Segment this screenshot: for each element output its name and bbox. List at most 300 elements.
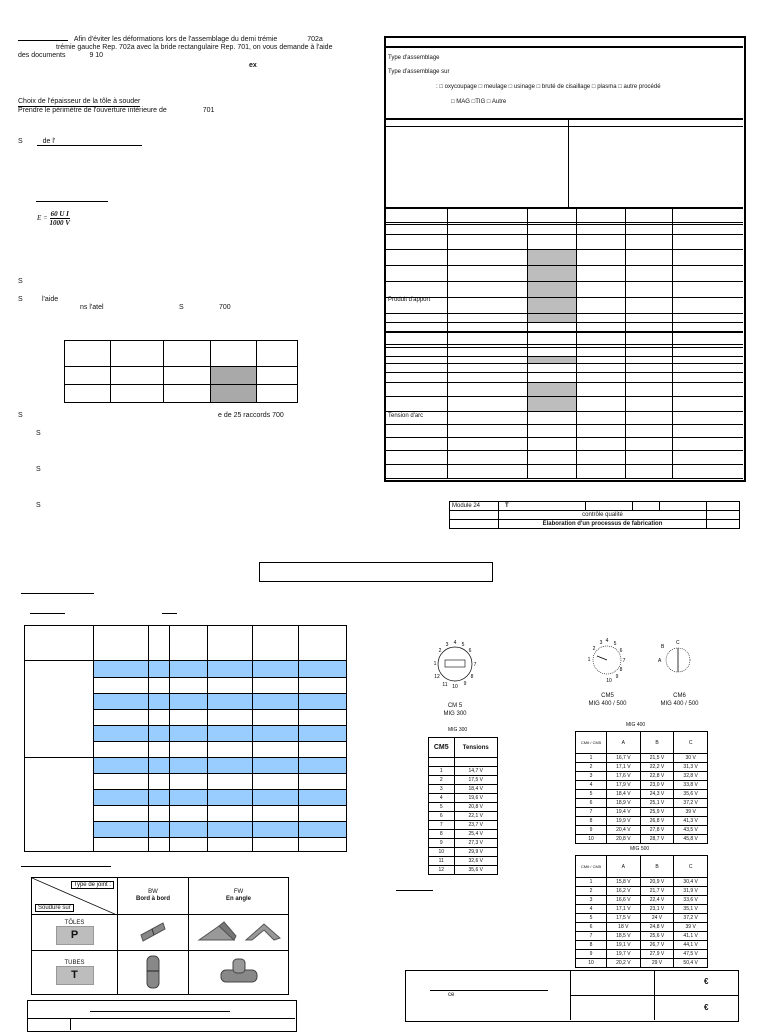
table-row: [576, 923, 708, 932]
svg-text:1: 1: [433, 661, 437, 667]
table-row: [576, 914, 708, 923]
cm5-dial-label: [440, 702, 470, 718]
mig500-header-c: C: [674, 856, 708, 878]
s-label: S: [179, 304, 184, 311]
table-cell: 50,4 V: [674, 959, 708, 968]
cm6-dial-label: [657, 692, 702, 708]
mig400-table: [575, 731, 708, 844]
intro-text-3: des documents: [18, 52, 66, 59]
grid-line: [93, 741, 346, 742]
mig500-body: [576, 878, 708, 968]
toles-label: TÔLES: [64, 920, 85, 926]
table-cell: 26,7 V: [640, 941, 674, 950]
form-divider: [568, 119, 569, 207]
grid-line: [625, 207, 626, 478]
mig500-table: [575, 855, 708, 968]
cost-ce: ce: [448, 992, 455, 998]
table-cell: 18,4 V: [607, 790, 641, 799]
table-cell: 24,8 V: [640, 923, 674, 932]
grid-line: [207, 625, 208, 851]
module-t: T: [499, 502, 586, 511]
table-cell: 15,8 V: [607, 878, 641, 887]
table-cell: 21,7 V: [640, 887, 674, 896]
table-cell: 18,4 V: [454, 785, 498, 794]
table-row: [429, 839, 498, 848]
grid-line: [527, 207, 528, 478]
table-cell: 29,9 V: [454, 848, 498, 857]
mig500-header-a: A: [607, 856, 641, 878]
table-cell: 7: [576, 932, 607, 941]
grid-line: [385, 478, 743, 479]
thickness-table: [64, 340, 298, 403]
table-row: [576, 878, 708, 887]
table-cell: 31,3 V: [674, 763, 708, 772]
fw-tube-cell: [189, 951, 289, 995]
mig400-500b-label: MIG 400 / 500: [660, 701, 699, 707]
table-cell: 2: [576, 887, 607, 896]
form-rule: [27, 1018, 295, 1019]
svg-text:C: C: [676, 640, 680, 646]
form-rule: [385, 126, 743, 127]
energy-formula: E = $\frac{\text{60 U I}}{1000 V}$: [37, 210, 70, 227]
blue-row: [93, 660, 346, 677]
shaded-cell: [528, 298, 576, 313]
table-cell: 27,8 V: [640, 826, 674, 835]
table-row: [576, 799, 708, 808]
table-row: [576, 826, 708, 835]
preparation-options[interactable]: : □ oxycoupage □ meulage □ usinage □ bruté de cisaillage □ plasma □ autre procédé: [436, 84, 661, 90]
grid-line: [385, 347, 743, 348]
table-cell: 20,8 V: [454, 803, 498, 812]
table-cell: 6: [576, 799, 607, 808]
shaded-cell: [528, 383, 576, 396]
svg-text:2: 2: [438, 648, 442, 654]
table-cell: 10: [576, 959, 607, 968]
blue-row: [93, 821, 346, 837]
s-label: S: [18, 412, 23, 419]
table-row: [576, 959, 708, 968]
grid-line: [93, 805, 346, 806]
table-cell: 30 V: [674, 754, 708, 763]
grid-line: [385, 464, 743, 465]
table-cell: 3: [576, 896, 607, 905]
table-row: [576, 887, 708, 896]
table-cell: 16,2 V: [607, 887, 641, 896]
table-cell: 41,3 V: [674, 817, 708, 826]
table-cell: 21,5 V: [640, 754, 674, 763]
table-cell: 1: [576, 754, 607, 763]
heading-underline: [21, 593, 94, 594]
table-cell: 2: [429, 776, 455, 785]
blue-row: [93, 693, 346, 709]
grid-line: [385, 234, 743, 235]
table-cell: 22,1 V: [454, 812, 498, 821]
bw-label: BW: [148, 889, 158, 895]
s-label: S: [18, 278, 23, 285]
table-cell: 8: [576, 941, 607, 950]
controle-qualite: contrôle qualité: [499, 511, 707, 520]
table-cell: 33,8 V: [674, 781, 708, 790]
mig300-title: MIG 300: [448, 727, 468, 733]
heading-underline: [162, 613, 177, 614]
svg-text:6: 6: [468, 648, 472, 654]
grid-line: [385, 450, 743, 451]
svg-text:7: 7: [622, 658, 626, 664]
parameters-blue-table: [24, 625, 346, 851]
table-row: [429, 794, 498, 803]
type-joint-label: Type de joint :: [71, 881, 114, 889]
s-label: S: [36, 466, 41, 473]
table-row: [429, 785, 498, 794]
svg-text:8: 8: [619, 667, 623, 673]
svg-text:6: 6: [619, 648, 623, 654]
table-cell: 6: [576, 923, 607, 932]
cm6-label: CM6: [673, 693, 686, 699]
mig400-title: MIG 400: [626, 722, 646, 728]
grid-line: [385, 222, 743, 223]
table-row: [576, 817, 708, 826]
table-cell: 47,5 V: [674, 950, 708, 959]
choix-line2: Prendre le périmètre de l'ouverture intérieure de: [18, 107, 167, 114]
grid-line: [385, 411, 743, 412]
euro-sign-1: €: [704, 977, 709, 986]
table-cell: 1: [576, 878, 607, 887]
table-cell: 6: [429, 812, 455, 821]
choix-block: [18, 98, 214, 115]
table-cell: 7: [576, 808, 607, 817]
t-badge: T: [56, 966, 94, 985]
table-row: [576, 896, 708, 905]
blank-line: [18, 40, 68, 41]
type-assemblage-sur-label: Type d'assemblage sur: [388, 69, 450, 75]
table-cell: 16,7 V: [607, 754, 641, 763]
table-cell: 3: [429, 785, 455, 794]
mig400-header-b: B: [640, 732, 674, 754]
svg-text:3: 3: [445, 642, 449, 648]
mig500-title: MIG 500: [630, 846, 650, 852]
table-cell: 26,8 V: [640, 817, 674, 826]
fillet-plate-icon: [194, 920, 284, 944]
table-row: [429, 812, 498, 821]
table-cell: 17,1 V: [607, 905, 641, 914]
table-cell: 5: [429, 803, 455, 812]
s1-line: [18, 138, 142, 146]
table-cell: 22,4 V: [640, 896, 674, 905]
svg-text:5: 5: [613, 641, 617, 647]
formula-rule: [36, 201, 108, 202]
blue-row: [93, 757, 346, 773]
table-row: [429, 857, 498, 866]
shaded-cell: [528, 250, 576, 265]
table-cell: 35,6 V: [454, 866, 498, 875]
grid-line: [93, 625, 94, 851]
shaded-cell: [528, 266, 576, 281]
svg-text:9: 9: [463, 681, 467, 687]
table-row: [576, 763, 708, 772]
table-cell: 29 V: [640, 959, 674, 968]
grid-line: [385, 207, 743, 209]
mig300-header-tensions: Tensions: [454, 738, 498, 758]
table-cell: 10: [576, 835, 607, 844]
table-row: [576, 835, 708, 844]
svg-text:A: A: [658, 658, 662, 664]
grid-line: [252, 625, 253, 851]
fw-plate-cell: [189, 915, 289, 951]
svg-text:12: 12: [434, 674, 440, 680]
doc-numbers: 9 10: [89, 52, 104, 59]
table-cell: 4: [429, 794, 455, 803]
table-cell: 35,1 V: [674, 905, 708, 914]
table-cell: 27,3 V: [454, 839, 498, 848]
soudure-sur-label: Soudure sur: [35, 904, 74, 912]
table-cell: 18 V: [607, 923, 641, 932]
grid-line: [385, 322, 743, 323]
svg-text:4: 4: [605, 638, 609, 644]
toles-cell: [32, 915, 118, 951]
bw-header: [118, 878, 189, 915]
table-cell: 17,9 V: [607, 781, 641, 790]
grid-line: [93, 773, 346, 774]
table-row: [576, 950, 708, 959]
cm5-dial-icon: [425, 638, 485, 690]
rep-700: 700: [219, 304, 231, 311]
mig500-header-cm: CM6 / CM5: [576, 856, 607, 878]
svg-text:10: 10: [606, 678, 612, 684]
table-cell: 31,9 V: [674, 887, 708, 896]
table-cell: 18,5 V: [607, 932, 641, 941]
form-rule: [385, 118, 743, 120]
table-cell: 4: [576, 781, 607, 790]
mig400-header-cm: CM6 / CM5: [576, 732, 607, 754]
table-cell: 25,6 V: [640, 932, 674, 941]
table-cell: 39 V: [674, 808, 708, 817]
table-row: [429, 821, 498, 830]
mig500-header-b: B: [640, 856, 674, 878]
table-cell: 23,0 V: [640, 781, 674, 790]
table-row: [576, 941, 708, 950]
svg-text:5: 5: [461, 642, 465, 648]
table-cell: 9: [576, 950, 607, 959]
table-cell: 19,1 V: [607, 941, 641, 950]
table-cell: 20,2 V: [607, 959, 641, 968]
table-cell: 25,4 V: [454, 830, 498, 839]
table-cell: 30,4 V: [674, 878, 708, 887]
s-label: S: [18, 138, 23, 145]
de-l-text: de l': [42, 138, 56, 145]
table-cell: 19,4 V: [607, 808, 641, 817]
table-row: [429, 830, 498, 839]
table-cell: 37,2 V: [674, 799, 708, 808]
shaded-cell: [528, 314, 576, 322]
svg-text:7: 7: [473, 662, 477, 668]
table-row: [576, 790, 708, 799]
euro-sign-2: €: [704, 1003, 709, 1012]
heading-underline: [90, 1011, 230, 1012]
table-cell: 12: [429, 866, 455, 875]
module-table: [449, 501, 740, 529]
table-cell: 28,7 V: [640, 835, 674, 844]
table-row: [576, 754, 708, 763]
grid-line: [672, 207, 673, 478]
svg-text:B: B: [661, 644, 665, 650]
choix-title: Choix de l'épaisseur de la tôle à souder: [18, 98, 141, 105]
table-row: [576, 905, 708, 914]
joint-type-table: [31, 877, 289, 995]
table-cell: 20,4 V: [607, 826, 641, 835]
p-badge: P: [56, 926, 94, 945]
fw-sub: En angle: [225, 896, 251, 902]
heading-underline: [396, 890, 433, 891]
svg-text:9: 9: [615, 674, 619, 680]
table-cell: 1: [429, 767, 455, 776]
table-cell: 19,6 V: [454, 794, 498, 803]
s-label: S: [18, 296, 23, 303]
tubes-cell: [32, 951, 118, 995]
svg-text:4: 4: [453, 640, 457, 646]
grid-line: [385, 372, 743, 373]
intro-text-2: trémie gauche Rep. 702a avec la bride rectangulaire Rep. 701, on vous demande à l'aide: [56, 44, 333, 51]
table-cell: 25,9 V: [640, 808, 674, 817]
svg-text:11: 11: [442, 682, 448, 688]
grid-line: [93, 677, 346, 678]
atelier-text: ns l'atel: [80, 304, 104, 311]
form-rule: [570, 995, 738, 996]
shaded-cell: [528, 397, 576, 411]
grid-line: [385, 424, 743, 425]
butt-plate-icon: [138, 921, 168, 943]
grid-line: [93, 693, 346, 694]
grid-line: [93, 725, 346, 726]
table-cell: 19,9 V: [607, 817, 641, 826]
raccords-text: e de 25 raccords 700: [218, 412, 284, 419]
grid-line: [385, 224, 743, 225]
bottom-left-box: [27, 1000, 297, 1032]
intro-paragraph: [18, 36, 363, 60]
table-row: [576, 781, 708, 790]
grid-line: [148, 625, 149, 851]
heading-underline: [21, 866, 111, 867]
mig400-header-a: A: [607, 732, 641, 754]
table-cell: 9: [429, 839, 455, 848]
mig300-body: [429, 767, 498, 875]
butt-tube-icon: [143, 953, 163, 991]
produit-apport-label: Produit d'apport: [388, 297, 431, 303]
mig300-label: MIG 300: [443, 711, 467, 717]
table-row: [429, 803, 498, 812]
table-cell: 5: [576, 790, 607, 799]
table-cell: 17,5 V: [607, 914, 641, 923]
fw-header: [189, 878, 289, 915]
table-cell: 3: [576, 772, 607, 781]
svg-text:10: 10: [452, 684, 458, 690]
mig300-table: [428, 737, 498, 875]
table-cell: 27,9 V: [640, 950, 674, 959]
fw-label: FW: [233, 889, 244, 895]
table-cell: 2: [576, 763, 607, 772]
table-cell: 11: [429, 857, 455, 866]
table-cell: 44,1 V: [674, 941, 708, 950]
table-cell: 8: [429, 830, 455, 839]
intro-text: Afin d'éviter les déformations lors de l'assemblage du demi trémie: [73, 36, 278, 43]
table-cell: 23,1 V: [640, 905, 674, 914]
grid-line: [169, 625, 170, 851]
table-cell: 41,1 V: [674, 932, 708, 941]
de-l-line: [37, 138, 142, 146]
table-row: [429, 767, 498, 776]
mig400-header-c: C: [674, 732, 708, 754]
table-cell: 10: [429, 848, 455, 857]
elaboration-title: Élaboration d'un processus de fabrication: [499, 520, 707, 529]
tee-tube-icon: [219, 957, 259, 987]
table-cell: 5: [576, 914, 607, 923]
mig400-body: [576, 754, 708, 844]
section-title-box: [259, 562, 493, 582]
cm5b-dial-label: [585, 692, 630, 708]
svg-text:8: 8: [470, 674, 474, 680]
module-label: Module 24: [450, 502, 499, 511]
rep-702a: 702a: [307, 36, 323, 43]
grid-line: [385, 363, 743, 364]
bw-tube-cell: [118, 951, 189, 995]
cost-table: [405, 970, 739, 1022]
table-cell: 43,5 V: [674, 826, 708, 835]
heading-underline: [30, 613, 65, 614]
table-cell: 32,6 V: [454, 857, 498, 866]
table-row: [576, 772, 708, 781]
joint-header-cell: [32, 878, 118, 915]
table-cell: 9: [576, 826, 607, 835]
table-cell: 17,1 V: [607, 763, 641, 772]
table-cell: 18,9 V: [607, 799, 641, 808]
grid-line: [93, 789, 346, 790]
grid-line: [93, 851, 346, 852]
table-cell: 35,6 V: [674, 790, 708, 799]
table-cell: 24 V: [640, 914, 674, 923]
table-cell: 25,1 V: [640, 799, 674, 808]
grid-line: [576, 207, 577, 478]
table-cell: 19,7 V: [607, 950, 641, 959]
shaded-cell: [528, 357, 576, 363]
table-cell: 22,8 V: [640, 772, 674, 781]
svg-text:3: 3: [599, 640, 603, 646]
rep-701: 701: [202, 107, 215, 114]
table-cell: 39 V: [674, 923, 708, 932]
s-label: S: [36, 430, 41, 437]
laide-text: l'aide: [42, 296, 59, 303]
cm5b-dial-icon: [583, 638, 633, 688]
process-options[interactable]: □ MAG □TIG □ Autre: [451, 99, 507, 105]
shaded-cell: [528, 282, 576, 297]
grid-line: [385, 331, 743, 333]
table-cell: 20,8 V: [607, 835, 641, 844]
svg-text:1: 1: [587, 657, 591, 663]
blue-row: [93, 789, 346, 805]
grid-line: [385, 344, 743, 345]
type-assemblage-label: Type d'assemblage: [388, 55, 440, 61]
grid-line: [93, 821, 346, 822]
cm6-dial-icon: [656, 638, 696, 678]
table-cell: 16,6 V: [607, 896, 641, 905]
table-cell: 20,9 V: [640, 878, 674, 887]
tension-arc-label: Tension d'arc: [388, 413, 424, 419]
ex-label: ex: [249, 62, 257, 69]
svg-text:2: 2: [592, 646, 596, 652]
tubes-label: TUBES: [64, 960, 85, 966]
table-row: [429, 848, 498, 857]
table-cell: 37,2 V: [674, 914, 708, 923]
form-divider: [70, 1018, 71, 1030]
mig300-header-cm5: CM5: [429, 738, 455, 758]
